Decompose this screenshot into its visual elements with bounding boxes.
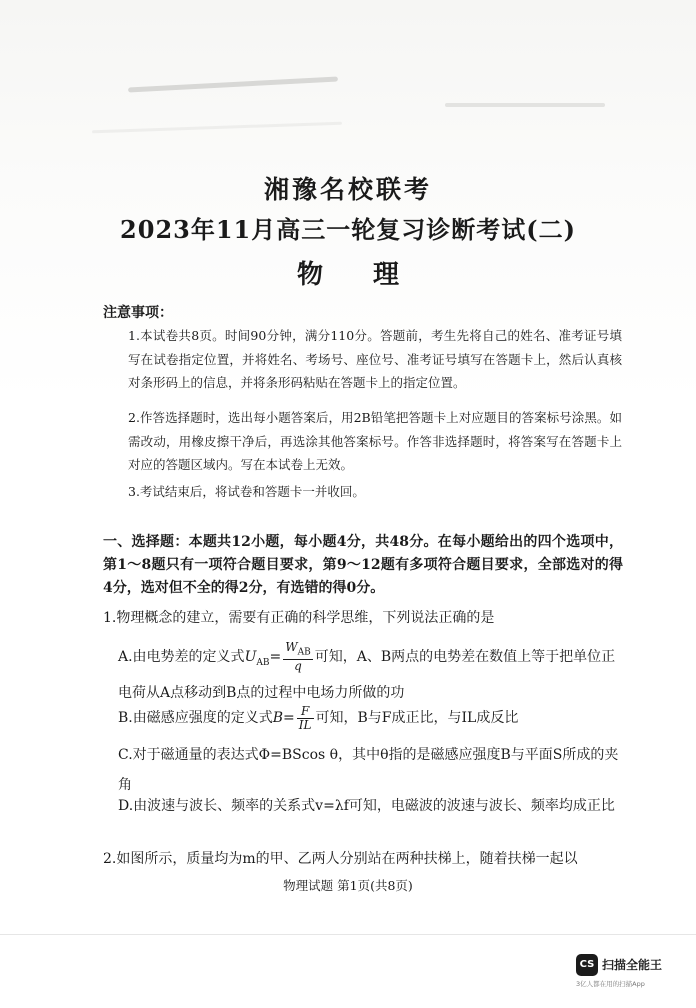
notes-heading: 注意事项：	[103, 305, 173, 321]
question-1-option-b	[118, 703, 623, 733]
option-a-prefix: A.由电势差的定义式	[118, 649, 245, 666]
note-item: 3.考试结束后，将试卷和答题卡一并收回。	[128, 484, 365, 499]
formula-subscript: AB	[256, 658, 270, 668]
option-b-prefix: B.由磁感应强度的定义式	[118, 710, 273, 726]
subject-title: 物 理	[296, 260, 411, 290]
fraction-numerator-subscript: AB	[297, 647, 311, 658]
fraction-w-over-q	[283, 641, 312, 673]
scan-smudge	[128, 77, 338, 93]
page-footer: 物理试题 第1页(共8页)	[283, 878, 413, 893]
option-b-text: 可知，B与F成正比，与IL成反比	[315, 710, 519, 726]
question-1-stem: 1.物理概念的建立，需要有正确的科学思维，下列说法正确的是	[103, 610, 495, 626]
fraction-denominator: IL	[298, 717, 312, 732]
question-2-stem: 2.如图所示，质量均为m的甲、乙两人分别站在两种扶梯上，随着扶梯一起以	[103, 851, 578, 867]
formula-symbol: U	[244, 649, 257, 666]
exam-title: 湘豫名校联考	[263, 175, 432, 204]
question-1-option-d: D.由波速与波长、频率的关系式v=λf可知，电磁波的波速与波长、频率均成正比	[118, 798, 615, 814]
fraction-denominator: q	[294, 659, 302, 674]
question-1-option-c: C.对于磁通量的表达式Φ=BScos θ，其中θ指的是磁感应强度B与平面S所成的夹角	[118, 747, 619, 793]
question-1-option-a	[118, 641, 623, 708]
scanner-watermark	[576, 952, 674, 992]
fraction-f-over-il	[297, 705, 314, 732]
note-item: 1.本试卷共8页。时间90分钟，满分110分。答题前，考生先将自己的姓名、准考证号填写在试卷指定位置，并将姓名、考场号、座位号、准考证号填写在答题卡上，然后认真核对条形码上的信息，并将条形码粘贴在答题卡上的指定位置。	[128, 328, 622, 390]
section-instructions: 一、选择题：本题共12小题，每小题4分，共48分。在每小题给出的四个选项中，第1～8题只有一项符合题目要求，第9～12题有多项符合题目要求，全部选对的得4分，选对但不全的得2分，有选错的得0分。	[103, 534, 623, 596]
watermark-name: 扫描全能王	[602, 958, 663, 972]
note-item: 2.作答选择题时，选出每小题答案后，用2B铅笔把答题卡上对应题目的答案标号涂黑。如需改动，用橡皮擦干净后，再选涂其他答案标号。作答非选择题时，将答案写在答题卡上对应的答题区域内。写在本试卷上无效。	[128, 410, 622, 472]
formula-equals: =	[269, 649, 282, 666]
fraction-numerator: F	[297, 705, 314, 719]
scan-smudge	[445, 103, 605, 107]
formula-lhs: B=	[272, 710, 295, 726]
option-a-text: 可知，A、B两点的电势差在数值上等于把单位正电荷从A点移动到B点的过程中电场力所做的功	[118, 649, 616, 701]
exam-subtitle: 2023年11月高三一轮复习诊断考试(二)	[120, 215, 576, 244]
watermark-tagline: 3亿人都在用的扫描App	[576, 980, 645, 988]
scan-smudge	[92, 122, 342, 134]
footer-divider	[0, 934, 696, 935]
camscanner-logo-icon: CS	[576, 954, 598, 976]
fraction-numerator: W	[285, 640, 298, 654]
